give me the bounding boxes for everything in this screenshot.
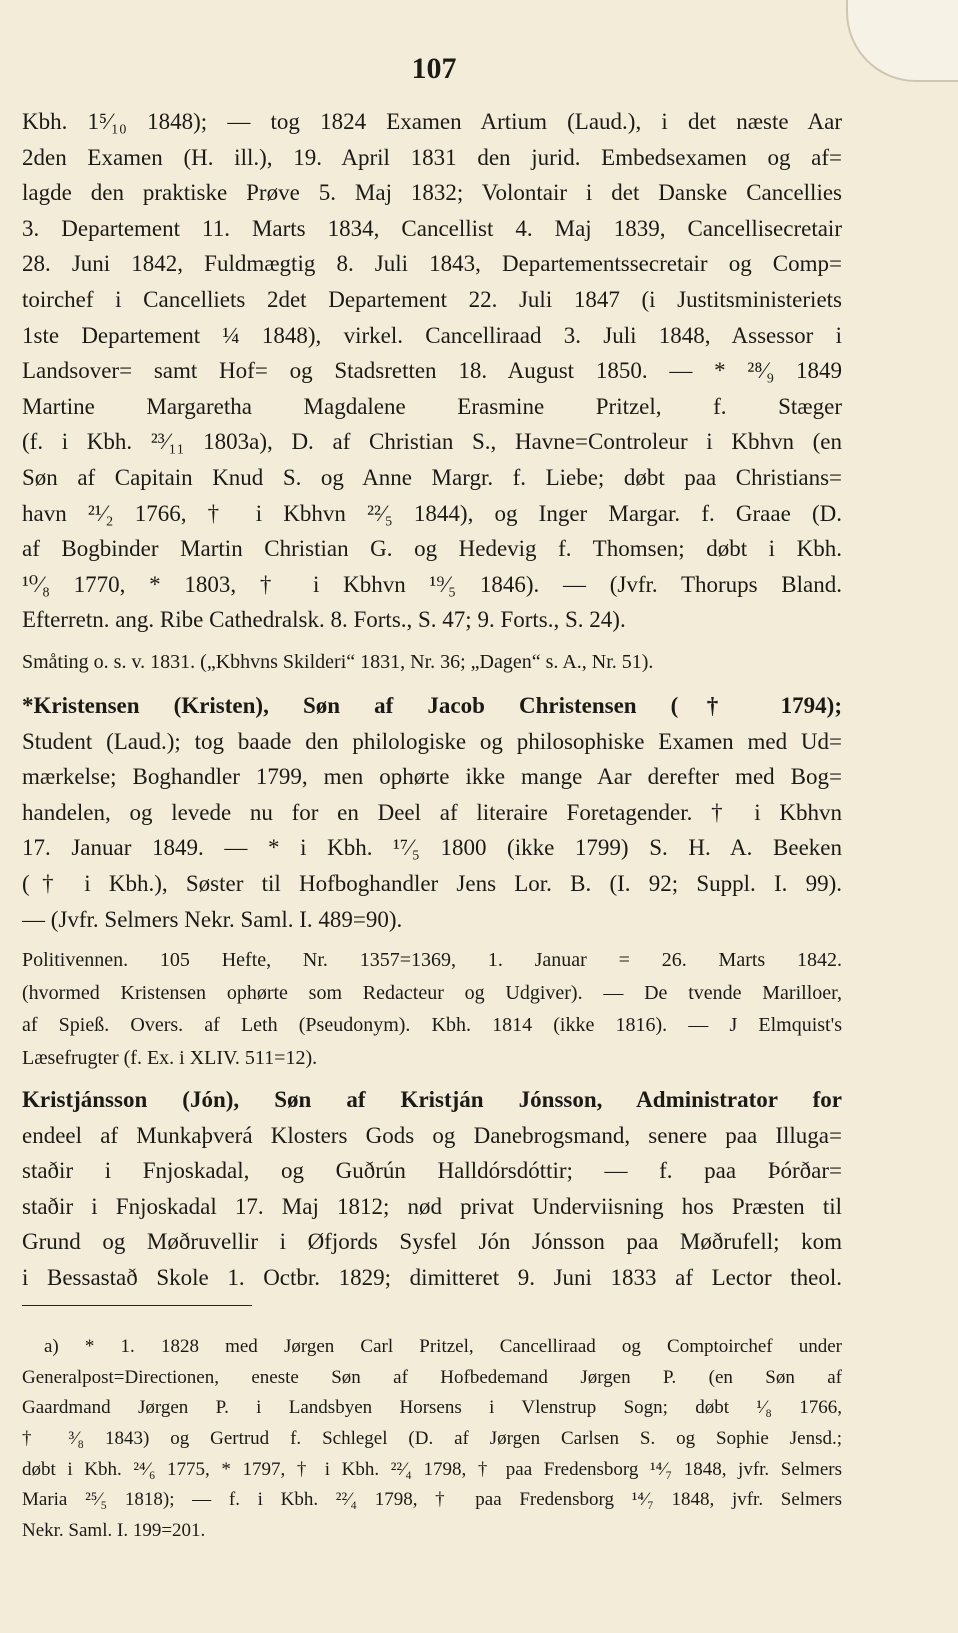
footnote-line: a) * 1. 1828 med Jørgen Carl Pritzel, Cancelliraad og Comptoirchef under bbox=[44, 1336, 842, 1357]
text-line: — (Jvfr. Selmers Nekr. Saml. I. 489=90). bbox=[22, 906, 403, 932]
footnote bbox=[22, 1332, 842, 1547]
footnote-line: Nekr. Saml. I. 199=201. bbox=[22, 1520, 206, 1542]
text-line: 17. Januar 1849. — * i Kbh. ¹⁷⁄₅ 1800 (ikke 1799) S. H. A. Beeken bbox=[22, 835, 842, 861]
works-list bbox=[22, 944, 842, 1074]
text-line: staðir i Fnjoskadal 17. Maj 1812; nød privat Underviisning hos Præsten til bbox=[22, 1193, 842, 1219]
text-line: Martine Margaretha Magdalene Erasmine Pritzel, f. Stæger bbox=[22, 393, 842, 419]
text-line: (f. i Kbh. ²³⁄₁₁ 1803a), D. af Christian S., Havne=Controleur i Kbhvn (en bbox=[22, 429, 842, 455]
footnote-line: Maria ²⁵⁄₅ 1818); — f. i Kbh. ²²⁄₄ 1798, † paa Fredensborg ¹⁴⁄₇ 1848, jvfr. Selmers bbox=[22, 1489, 842, 1511]
text-line: havn ²¹⁄₂ 1766, † i Kbhvn ²²⁄₅ 1844), og Inger Margar. f. Graae (D. bbox=[22, 500, 842, 526]
text-line: Kbh. 1⁵⁄₁₀ 1848); — tog 1824 Examen Artium (Laud.), i det næste Aar bbox=[22, 109, 842, 134]
text-line: mærkelse; Boghandler 1799, men ophørte ikke mange Aar derefter med Bog= bbox=[22, 764, 842, 790]
page-number: 107 bbox=[411, 52, 457, 85]
text-line: Søn af Capitain Knud S. og Anne Margr. f. Liebe; døbt paa Christians= bbox=[22, 464, 842, 490]
entry-continuation bbox=[22, 104, 842, 638]
works-line: Politivennen. 105 Hefte, Nr. 1357=1369, 1. Januar = 26. Marts 1842. bbox=[22, 949, 842, 971]
works-line: Læsefrugter (f. Ex. i XLIV. 511=12). bbox=[22, 1046, 318, 1069]
works-line: Småting o. s. v. 1831. („Kbhvns Skilderi“ 1831, Nr. 36; „Dagen“ s. A., Nr. 51). bbox=[22, 651, 654, 673]
text-line: toirchef i Cancelliets 2det Departement 22. Juli 1847 (i Justitsministeriets bbox=[22, 286, 842, 312]
text-line: Efterretn. ang. Ribe Cathedralsk. 8. Forts., S. 47; 9. Forts., S. 24). bbox=[22, 607, 626, 633]
footnote-rule bbox=[22, 1305, 252, 1306]
text-line: handelen, og levede nu for en Deel af literaire Foretagender. † i Kbhvn bbox=[22, 799, 842, 825]
text-line: ¹⁰⁄₈ 1770, * 1803, † i Kbhvn ¹⁹⁄₅ 1846). — (Jvfr. Thorups Bland. bbox=[22, 571, 842, 597]
text-line: 3. Departement 11. Marts 1834, Cancellist 4. Maj 1839, Cancellisecretair bbox=[22, 215, 842, 241]
entry-kristjansson bbox=[22, 1082, 842, 1296]
text-line: endeel af Munkaþverá Klosters Gods og Danebrogsmand, senere paa Illuga= bbox=[22, 1122, 842, 1148]
works-line: (hvormed Kristensen ophørte som Redacteur og Udgiver). — De tvende Marilloer, bbox=[22, 981, 842, 1004]
footnote-line: døbt i Kbh. ²⁴⁄₆ 1775, * 1797, † i Kbh. ²²⁄₄ 1798, † paa Fredensborg ¹⁴⁄₇ 1848, jvfr. Selmers bbox=[22, 1458, 842, 1480]
footnote-line: Generalpost=Directionen, eneste Søn af Hofbedemand Jørgen P. (en Søn af bbox=[22, 1366, 842, 1388]
works-list bbox=[22, 646, 842, 679]
text-line: († i Kbh.), Søster til Hofboghandler Jens Lor. B. (I. 92; Suppl. I. 99). bbox=[22, 870, 842, 896]
entry-heading-line: Kristjánsson (Jón), Søn af Kristján Jónsson, Administrator for bbox=[22, 1087, 842, 1112]
text-line: 28. Juni 1842, Fuldmægtig 8. Juli 1843, Departementssecretair og Comp= bbox=[22, 251, 842, 277]
text-line: Student (Laud.); tog baade den philologiske og philosophiske Examen med Ud= bbox=[22, 728, 842, 754]
text-line: 1ste Departement ¼ 1848), virkel. Cancelliraad 3. Juli 1848, Assessor i bbox=[22, 322, 842, 348]
entry-kristensen bbox=[22, 688, 842, 937]
footnote-line: † ³⁄₈ 1843) og Gertrud f. Schlegel (D. af Jørgen Carlsen S. og Sophie Jensd.; bbox=[22, 1428, 842, 1450]
text-line: 2den Examen (H. ill.), 19. April 1831 den jurid. Embedsexamen og af= bbox=[22, 144, 842, 170]
footnote-line: Gaardmand Jørgen P. i Landsbyen Horsens i Vlenstrup Sogn; døbt ¹⁄₈ 1766, bbox=[22, 1397, 842, 1419]
text-line: i Bessastað Skole 1. Octbr. 1829; dimitteret 9. Juni 1833 af Lector theol. bbox=[22, 1264, 842, 1290]
works-line: af Spieß. Overs. af Leth (Pseudonym). Kbh. 1814 (ikke 1816). — J Elmquist's bbox=[22, 1014, 842, 1036]
text-line: Grund og Møðruvellir i Øfjords Sysfel Jón Jónsson paa Møðrufell; kom bbox=[22, 1229, 842, 1255]
text-line: af Bogbinder Martin Christian G. og Hedevig f. Thomsen; døbt i Kbh. bbox=[22, 536, 842, 562]
text-line: lagde den praktiske Prøve 5. Maj 1832; Volontair i det Danske Cancellies bbox=[22, 180, 842, 206]
text-line: staðir i Fnjoskadal, og Guðrún Halldórsdóttir; — f. paa Þórðar= bbox=[22, 1158, 842, 1184]
entry-heading-line: *Kristensen (Kristen), Søn af Jacob Christensen († 1794); bbox=[22, 693, 842, 718]
text-line: Landsover= samt Hof= og Stadsretten 18. August 1850. — * ²⁸⁄₉ 1849 bbox=[22, 358, 842, 384]
